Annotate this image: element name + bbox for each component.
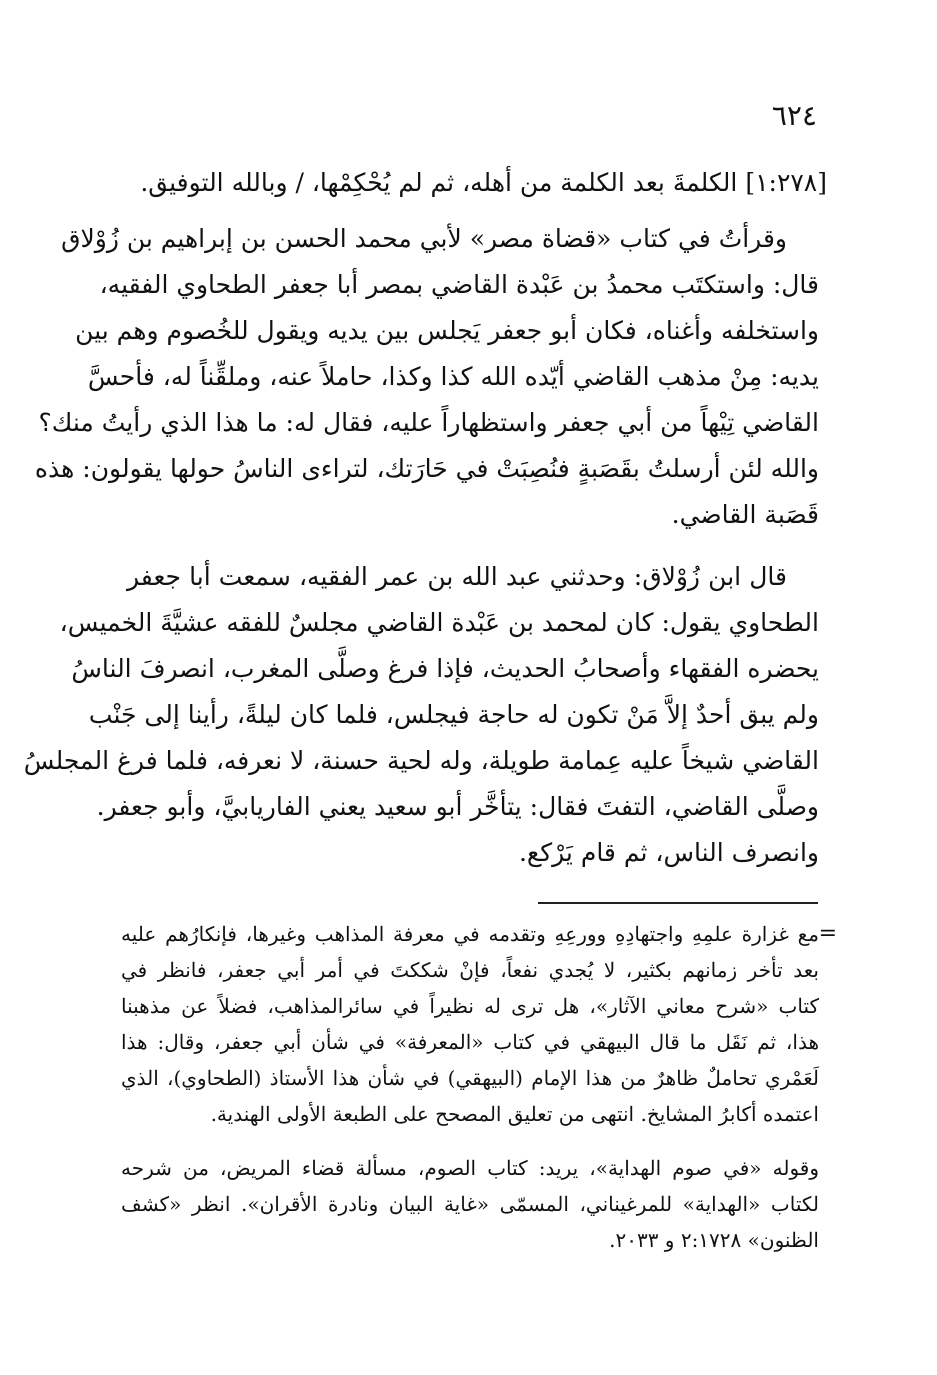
footnote-line: اعتمده أكابرُ المشايخ. انتهى من تعليق المصحح على الطبعة الأولى الهندية.: [210, 1102, 819, 1126]
page-number: ٦٢٤: [771, 99, 817, 132]
continuation-text: الكلمةَ بعد الكلمة من أهله، ثم لم يُحْكِمْها، / وبالله التوفيق.: [140, 168, 738, 197]
footnote-continuation-marker: =: [818, 921, 837, 946]
paragraph-line: واستخلفه وأغناه، فكان أبو جعفر يَجلس بين يديه ويقول للخُصوم وهم بين: [75, 316, 819, 345]
paragraph-line: وقرأتُ في كتاب «قضاة مصر» لأبي محمد الحسن بن إبراهيم بن زُوْلاق: [61, 224, 787, 253]
paragraph-line: قال: واستكتَب محمدُ بن عَبْدة القاضي بمصر أبا جعفر الطحاوي الفقيه،: [99, 270, 819, 299]
paragraph-line: قَصَبة القاضي.: [671, 500, 819, 529]
paragraph-line: يحضره الفقهاء وأصحابُ الحديث، فإذا فرغ وصلَّى المغرب، انصرفَ الناسُ: [71, 654, 819, 683]
footnote-line: مع غزارة علمِهِ واجتهادِهِ وورعِهِ وتقدمه في معرفة المذاهب وغيرها، فإنكارُهم عليه: [121, 922, 819, 946]
paragraph-line: وانصرف الناس، ثم قام يَرْكع.: [518, 838, 819, 867]
footnote-separator: [538, 902, 818, 904]
paragraph-line: القاضي شيخاً عليه عِمامة طويلة، وله لحية حسنة، لا نعرفه، فلما فرغ المجلسُ: [23, 746, 819, 775]
paragraph-line: الطحاوي يقول: كان لمحمد بن عَبْدة القاضي مجلسٌ للفقه عشيَّةَ الخميس،: [59, 608, 819, 637]
paragraph-line: قال ابن زُوْلاق: وحدثني عبد الله بن عمر الفقيه، سمعت أبا جعفر: [127, 562, 787, 591]
paragraph-line: والله لئن أرسلتُ بقَصَبةٍ فنُصِبَتْ في حَارَتك، لتراءى الناسُ حولها يقولون: هذه: [34, 454, 819, 483]
footnote-line: هذا، ثم نَقَل ما قال البيهقي في كتاب «المعرفة» في شأن أبي جعفر، وقال: هذا: [121, 1030, 819, 1054]
folio-reference: [١:٢٧٨]: [745, 168, 827, 197]
continuation-line: [119, 160, 827, 206]
footnote-line: كتاب «شرح معاني الآثار»، هل ترى له نظيراً في سائرالمذاهب، فضلاً عن مذهبنا: [121, 994, 819, 1018]
paragraph-line: يديه: مِنْ مذهب القاضي أيّده الله كذا وكذا، حاملاً عنه، وملقِّناً له، فأحسَّ: [87, 362, 819, 391]
paragraph-line: وصلَّى القاضي، التفتَ فقال: يتأخَّر أبو سعيد يعني الفاريابيَّ، وأبو جعفر.: [96, 792, 819, 821]
footnote-line: لكتاب «الهداية» للمرغيناني، المسمّى «غاية البيان ونادرة الأقران». انظر «كشف: [121, 1192, 819, 1216]
paragraph-line: ولم يبق أحدٌ إلاَّ مَنْ تكون له حاجة فيجلس، فلما كان ليلةً، رأينا إلى جَنْب: [88, 700, 819, 729]
footnote-line: لَعَمْري تحاملٌ ظاهرٌ من هذا الإمام (البيهقي) في شأن هذا الأستاذ (الطحاوي)، الذي: [121, 1066, 819, 1090]
footnote-line: بعد تأخر زمانهم بكثير، لا يُجدي نفعاً، فإنْ شككتَ في أمر أبي جعفر، فانظر في: [121, 958, 819, 982]
paragraph-line: القاضي تِيْهاً من أبي جعفر واستظهاراً عليه، فقال له: ما هذا الذي رأيتُ منك؟: [38, 408, 819, 437]
footnote-line: وقوله «في صوم الهداية»، يريد: كتاب الصوم، مسألة قضاء المريض، من شرحه: [121, 1156, 819, 1180]
footnote-line: الظنون» ٢:١٧٢٨ و ٢٠٣٣.: [609, 1228, 819, 1252]
